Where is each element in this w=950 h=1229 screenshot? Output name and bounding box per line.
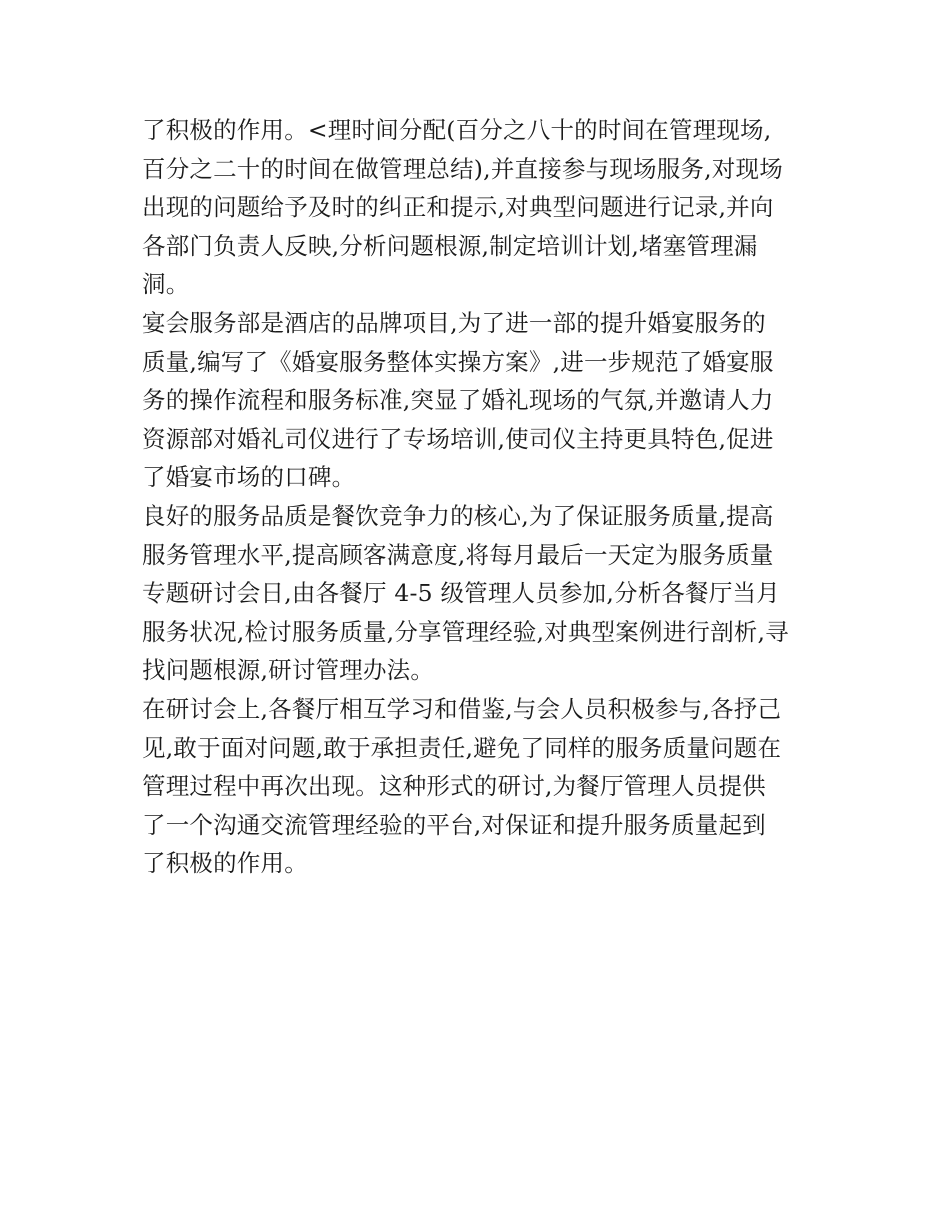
- text-line: 各部门负责人反映,分析问题根源,制定培训计划,堵塞管理漏: [142, 231, 758, 260]
- paragraph-3: [142, 497, 822, 690]
- text-line: 在研讨会上,各餐厅相互学习和借鉴,与会人员积极参与,各抒己: [142, 694, 782, 723]
- text-line: 了积极的作用。<理时间分配(百分之八十的时间在管理现场,: [142, 116, 772, 144]
- text-line: 服务状况,检讨服务质量,分享管理经验,对典型案例进行剖析,寻: [142, 617, 789, 646]
- document-body: [142, 111, 822, 883]
- paragraph-2: [142, 304, 822, 497]
- text-line: 了婚宴市场的口碑。: [142, 463, 356, 492]
- text-line: 洞。: [142, 270, 190, 299]
- text-line: 出现的问题给予及时的纠正和提示,对典型问题进行记录,并向: [142, 193, 774, 222]
- text-line: 找问题根源,研讨管理办法。: [142, 656, 435, 685]
- text-line: 了积极的作用。: [142, 849, 308, 878]
- text-line: 服务管理水平,提高顾客满意度,将每月最后一天定为服务质量: [142, 540, 774, 569]
- text-line: 资源部对婚礼司仪进行了专场培训,使司仪主持更具特色,促进: [142, 424, 774, 453]
- text-line: 宴会服务部是酒店的品牌项目,为了进一部的提升婚宴服务的: [142, 308, 766, 337]
- paragraph-1: [142, 111, 822, 304]
- paragraph-4: [142, 690, 822, 883]
- text-line: 管理过程中再次出现。这种形式的研讨,为餐厅管理人员提供: [142, 772, 766, 801]
- text-line: 见,敢于面对问题,敢于承担责任,避免了同样的服务质量问题在: [142, 733, 782, 762]
- text-line: 务的操作流程和服务标准,突显了婚礼现场的气氛,并邀请人力: [142, 386, 774, 415]
- text-line: 专题研讨会日,由各餐厅 4-5 级管理人员参加,分析各餐厅当月: [142, 579, 780, 608]
- text-line: 质量,编写了《婚宴服务整体实操方案》,进一步规范了婚宴服: [142, 347, 774, 376]
- text-line: 了一个沟通交流管理经验的平台,对保证和提升服务质量起到: [142, 810, 766, 839]
- text-line: 百分之二十的时间在做管理总结),并直接参与现场服务,对现场: [142, 154, 783, 183]
- text-line: 良好的服务品质是餐饮竞争力的核心,为了保证服务质量,提高: [142, 501, 774, 530]
